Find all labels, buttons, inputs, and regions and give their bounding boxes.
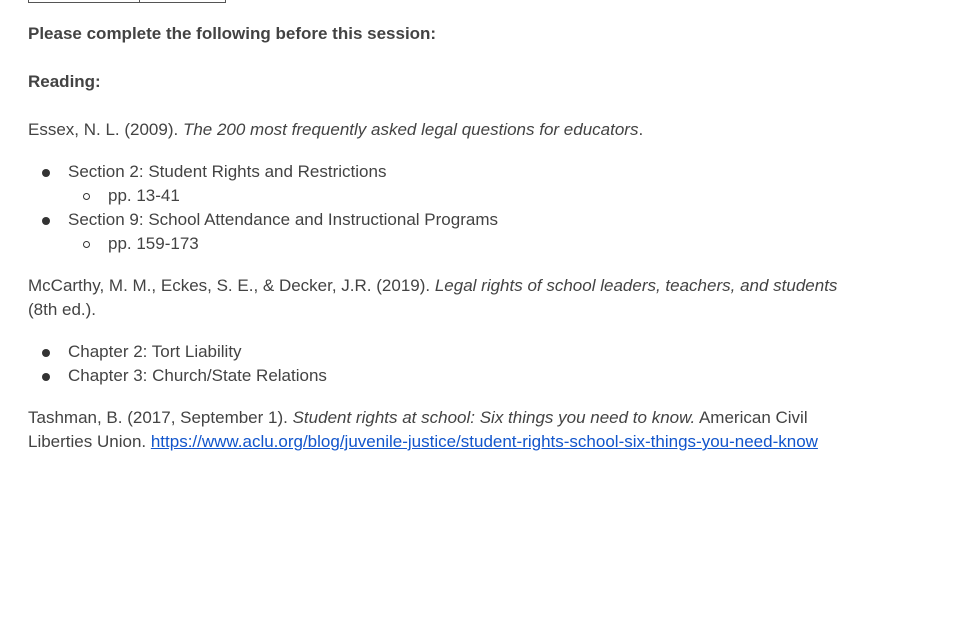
bullet-icon — [42, 373, 50, 381]
chapter-label: Chapter 3: Church/State Relations — [68, 366, 327, 385]
bullet-icon — [42, 349, 50, 357]
chapter-label: Chapter 2: Tort Liability — [68, 342, 242, 361]
bullet-icon — [42, 169, 50, 177]
reference-tashman — [28, 406, 843, 454]
section-pages: pp. 13-41 — [108, 186, 180, 205]
table-divider — [139, 0, 140, 2]
reading-heading: Reading: — [28, 72, 101, 91]
essex-sections-list — [28, 160, 843, 256]
table-fragment — [28, 0, 226, 3]
reference-mccarthy-title: Legal rights of school leaders, teachers, and students — [434, 276, 838, 295]
bullet-icon — [42, 217, 50, 225]
reference-tashman-authors: Tashman, B. (2017, September 1). — [28, 408, 293, 427]
section-label: Section 2: Student Rights and Restrictions — [68, 162, 387, 181]
list-item — [28, 364, 843, 388]
hollow-bullet-icon — [83, 241, 90, 248]
reference-mccarthy — [28, 274, 843, 322]
reference-mccarthy-suffix: (8th ed.). — [28, 300, 97, 319]
reference-mccarthy-authors: McCarthy, M. M., Eckes, S. E., & Decker, J.R. (2019). — [28, 276, 435, 295]
reference-tashman-suffix: American Civil Liberties Union. — [28, 408, 808, 451]
reference-essex-title: The 200 most frequently asked legal questions for educators — [182, 120, 639, 139]
list-item — [68, 232, 843, 256]
reference-essex-suffix: . — [638, 120, 644, 139]
section-pages: pp. 159-173 — [108, 234, 199, 253]
intro-heading: Please complete the following before this session: — [28, 24, 437, 43]
mccarthy-chapters-list — [28, 340, 843, 388]
list-item — [68, 184, 843, 208]
section-pages-list — [68, 232, 843, 256]
section-pages-list — [68, 184, 843, 208]
list-item — [28, 160, 843, 208]
reference-essex-authors: Essex, N. L. (2009). — [28, 120, 183, 139]
list-item — [28, 208, 843, 256]
reference-essex — [28, 118, 843, 142]
section-label: Section 9: School Attendance and Instructional Programs — [68, 210, 498, 229]
document-body — [28, 22, 843, 454]
hollow-bullet-icon — [83, 193, 90, 200]
aclu-article-link[interactable]: https://www.aclu.org/blog/juvenile-justice/student-rights-school-six-things-you-need-know — [150, 432, 818, 451]
reference-tashman-title: Student rights at school: Six things you need to know. — [292, 408, 696, 427]
list-item — [28, 340, 843, 364]
